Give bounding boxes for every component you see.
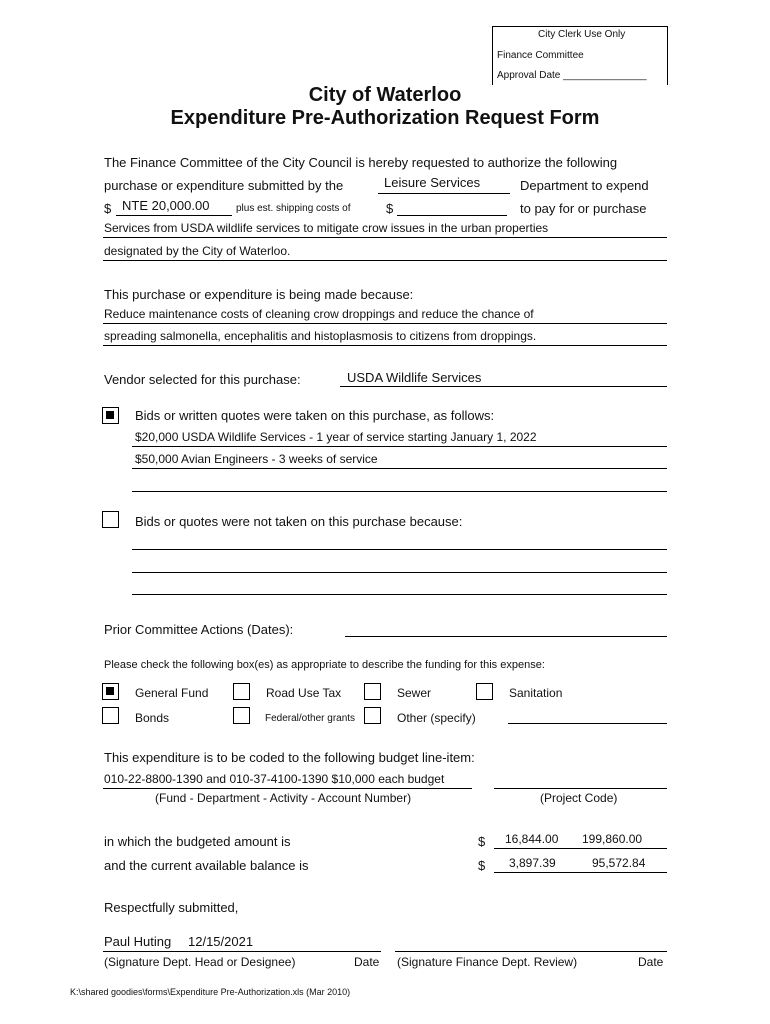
vendor-field-rule <box>340 386 667 387</box>
purpose-line2-rule <box>103 260 667 261</box>
budgeted-dollar-sign: $ <box>478 834 486 849</box>
other-checkbox[interactable] <box>364 707 381 724</box>
project-code-caption: (Project Code) <box>540 791 618 805</box>
fund-caption: (Fund - Department - Activity - Account Number) <box>155 791 412 805</box>
intro-line2-suffix: Department to expend <box>520 178 649 193</box>
purpose-line1-rule <box>103 237 667 238</box>
available-balance-1[interactable]: 3,897.39 <box>509 856 556 870</box>
bonds-checkbox[interactable] <box>102 707 119 724</box>
available-balance-label: and the current available balance is <box>104 858 309 873</box>
bids-line3-rule <box>132 491 667 492</box>
amount-field-line <box>116 215 232 216</box>
budgeted-amount-2[interactable]: 199,860.00 <box>582 832 643 846</box>
department-field[interactable]: Leisure Services <box>384 175 481 190</box>
general-fund-label: General Fund <box>135 686 209 700</box>
budgeted-amount-label: in which the budgeted amount is <box>104 834 291 849</box>
no-bids-line3-rule[interactable] <box>132 594 667 595</box>
form-title: Expenditure Pre-Authorization Request Form <box>170 107 600 129</box>
bids-taken-checkbox[interactable] <box>102 407 119 424</box>
finance-date-caption: Date <box>638 955 664 969</box>
reason-line1[interactable]: Reduce maintenance costs of cleaning crow droppings and reduce the chance of <box>104 307 534 321</box>
vendor-field[interactable]: USDA Wildlife Services <box>347 370 482 385</box>
bids-taken-label: Bids or written quotes were taken on this purchase, as follows: <box>135 408 495 423</box>
prior-actions-label: Prior Committee Actions (Dates): <box>104 622 294 637</box>
no-bids-line1-rule[interactable] <box>132 549 667 550</box>
amount-field[interactable]: NTE 20,000.00 <box>122 198 210 213</box>
dollar-sign-shipping: $ <box>386 201 394 216</box>
intro-line1: The Finance Committee of the City Council is hereby requested to authorize the following <box>104 155 618 170</box>
reason-line1-rule <box>103 323 667 324</box>
form-title-city: City of Waterloo <box>308 84 462 106</box>
dept-head-caption: (Signature Dept. Head or Designee) <box>104 955 296 969</box>
reason-line2[interactable]: spreading salmonella, encephalitis and histoplasmosis to citizens from droppings. <box>104 329 537 343</box>
project-code-field[interactable] <box>494 788 667 789</box>
no-bids-line2-rule[interactable] <box>132 572 667 573</box>
dollar-sign: $ <box>104 201 112 216</box>
general-fund-checkbox[interactable] <box>102 683 119 700</box>
federal-grants-label: Federal/other grants <box>265 713 356 724</box>
dept-head-signature-line <box>103 951 381 952</box>
respectfully-submitted: Respectfully submitted, <box>104 900 239 915</box>
other-specify-field[interactable] <box>508 723 667 724</box>
road-use-tax-checkbox[interactable] <box>233 683 250 700</box>
budget-line-item-rule <box>103 788 472 789</box>
reason-label: This purchase or expenditure is being made because: <box>104 287 414 302</box>
signer-name[interactable]: Paul Huting <box>104 934 172 949</box>
bids-line1-rule <box>132 446 667 447</box>
shipping-label: plus est. shipping costs of <box>236 203 351 214</box>
signature-date[interactable]: 12/15/2021 <box>188 934 254 949</box>
department-field-line <box>378 193 510 194</box>
available-balance-2[interactable]: 95,572.84 <box>592 856 646 870</box>
dept-head-date-caption: Date <box>354 955 380 969</box>
file-path-footer: K:\shared goodies\forms\Expenditure Pre-Authorization.xls (Mar 2010) <box>70 987 351 997</box>
purpose-line2[interactable]: designated by the City of Waterloo. <box>104 244 291 258</box>
federal-grants-checkbox[interactable] <box>233 707 250 724</box>
budgeted-amount-1[interactable]: 16,844.00 <box>505 832 559 846</box>
intro-line3-suffix: to pay for or purchase <box>520 201 647 216</box>
budget-label: This expenditure is to be coded to the following budget line-item: <box>104 750 475 765</box>
intro-line2-prefix: purchase or expenditure submitted by the <box>104 178 344 193</box>
finance-review-caption: (Signature Finance Dept. Review) <box>397 955 578 969</box>
bonds-label: Bonds <box>135 711 170 725</box>
sanitation-label: Sanitation <box>509 686 563 700</box>
bids-line2-rule <box>132 468 667 469</box>
bids-not-taken-checkbox[interactable] <box>102 511 119 528</box>
clerk-committee: Finance Committee <box>497 50 584 61</box>
purpose-line1[interactable]: Services from USDA wildlife services to mitigate crow issues in the urban properties <box>104 221 549 235</box>
shipping-field-line <box>397 215 507 216</box>
other-label: Other (specify) <box>397 711 476 725</box>
finance-signature-line[interactable] <box>395 951 667 952</box>
sewer-label: Sewer <box>397 686 432 700</box>
budgeted-amount-rule <box>494 848 667 849</box>
sanitation-checkbox[interactable] <box>476 683 493 700</box>
bids-line2[interactable]: $50,000 Avian Engineers - 3 weeks of service <box>135 452 378 466</box>
bids-line1[interactable]: $20,000 USDA Wildlife Services - 1 year of service starting January 1, 2022 <box>135 430 537 444</box>
bids-not-taken-label: Bids or quotes were not taken on this purchase because: <box>135 514 463 529</box>
available-dollar-sign: $ <box>478 858 486 873</box>
vendor-label: Vendor selected for this purchase: <box>104 372 301 387</box>
available-balance-rule <box>494 872 667 873</box>
budget-line-item[interactable]: 010-22-8800-1390 and 010-37-4100-1390 $10,000 each budget <box>104 772 445 786</box>
sewer-checkbox[interactable] <box>364 683 381 700</box>
road-use-tax-label: Road Use Tax <box>266 686 342 700</box>
reason-line2-rule <box>103 345 667 346</box>
clerk-heading: City Clerk Use Only <box>538 29 626 40</box>
funding-label: Please check the following box(es) as appropriate to describe the funding for this expense: <box>104 659 545 671</box>
clerk-approval-date[interactable]: Approval Date _______________ <box>497 70 647 81</box>
prior-actions-field[interactable] <box>345 636 667 637</box>
